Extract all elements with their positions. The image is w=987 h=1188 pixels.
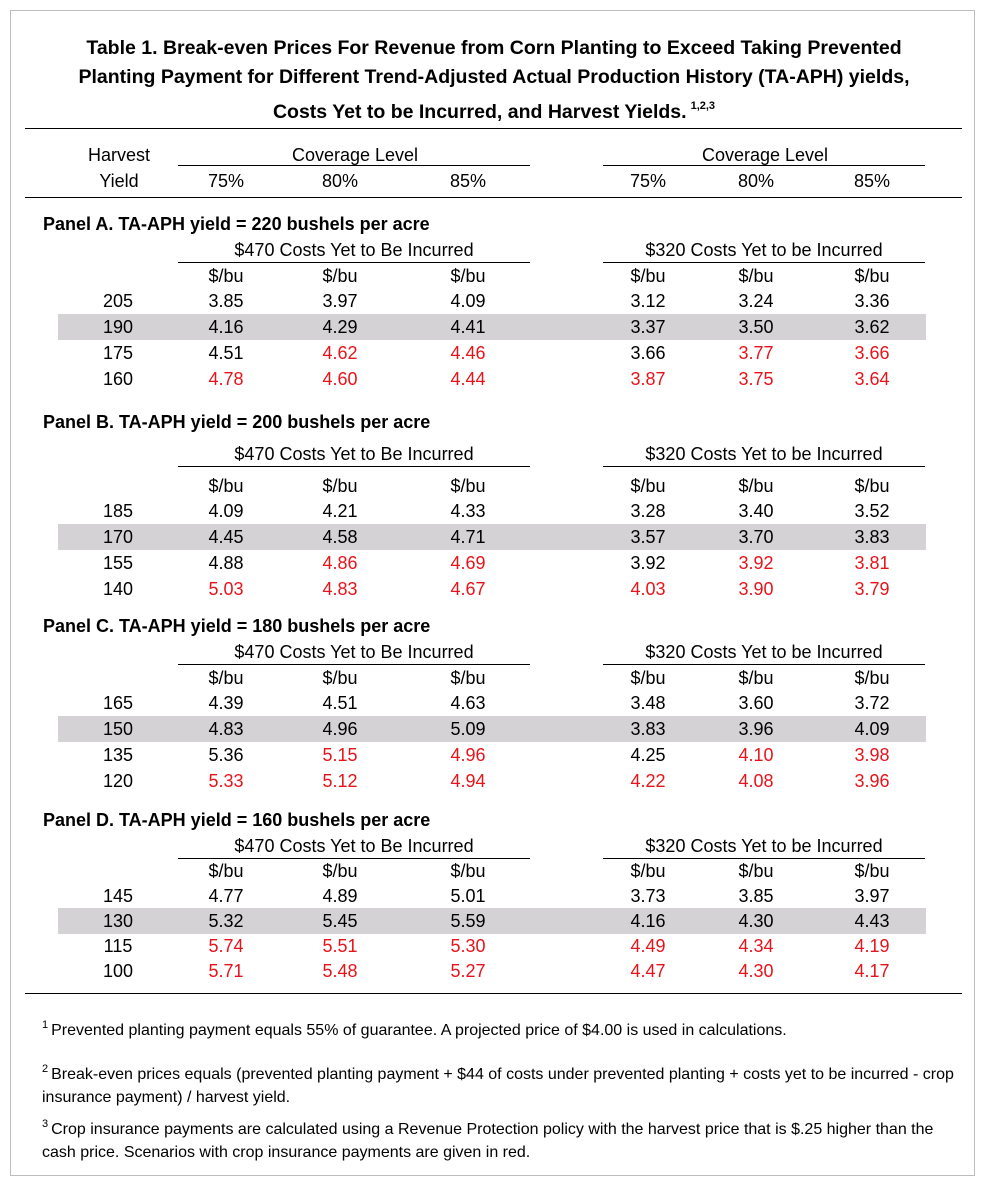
panel-c-price-320: 3.96 (854, 771, 890, 791)
footnote-1-number: 1 (42, 1019, 49, 1031)
panel-d-price-470: 4.89 (322, 886, 358, 906)
panel-b-cost-rule-right (603, 466, 925, 467)
level-85-left: 85% (449, 171, 487, 191)
panel-d-harvest-yield: 145 (102, 886, 134, 906)
panel-b-price-470: 4.67 (450, 579, 486, 599)
level-75-right: 75% (629, 171, 667, 191)
panel-b-price-320: 3.52 (854, 501, 890, 521)
panel-c-price-470: 4.94 (450, 771, 486, 791)
panel-d-price-470: 5.45 (322, 911, 358, 931)
panel-a-price-470: 4.78 (208, 369, 244, 389)
coverage-level-right: Coverage Level (701, 145, 829, 165)
panel-a-unit-left-0: $/bu (208, 266, 244, 286)
panel-a-price-320: 3.87 (630, 369, 666, 389)
panel-a-price-470: 4.44 (450, 369, 486, 389)
footnote-1-text: Prevented planting payment equals 55% of guarantee. A projected price of $4.00 is used in calculations. (51, 1022, 787, 1039)
panel-b-price-320: 3.57 (630, 527, 666, 547)
panel-a-price-320: 3.66 (630, 343, 666, 363)
panel-a-price-320: 3.62 (854, 317, 890, 337)
level-80-left: 80% (321, 171, 359, 191)
panel-c-cost-rule-left (178, 664, 530, 665)
panel-b-price-470: 4.71 (450, 527, 486, 547)
panel-d-price-470: 5.32 (208, 911, 244, 931)
panel-d-price-320: 3.97 (854, 886, 890, 906)
panel-a-unit-left-2: $/bu (450, 266, 486, 286)
panel-c-price-320: 4.10 (738, 745, 774, 765)
panel-c-price-320: 3.60 (738, 693, 774, 713)
harvest-label: Harvest (87, 145, 151, 165)
title-line-3 (24, 92, 964, 127)
panel-a-title: Panel A. TA-APH yield = 220 bushels per acre (43, 214, 430, 234)
panel-c-title: Panel C. TA-APH yield = 180 bushels per acre (43, 616, 431, 636)
panel-d-price-470: 5.59 (450, 911, 486, 931)
panel-a-price-470: 4.60 (322, 369, 358, 389)
panel-b-harvest-yield: 185 (102, 501, 134, 521)
table-frame (10, 10, 975, 1176)
footnote-3-number: 3 (42, 1118, 49, 1130)
panel-b-price-470: 4.33 (450, 501, 486, 521)
panel-c-cost-320-label: $320 Costs Yet to be Incurred (645, 642, 883, 662)
panel-b-price-470: 4.09 (208, 501, 244, 521)
panel-d-price-320: 4.16 (630, 911, 666, 931)
panel-c-price-320: 4.22 (630, 771, 666, 791)
panel-c-harvest-yield: 120 (102, 771, 134, 791)
panel-a-price-320: 3.66 (854, 343, 890, 363)
panel-d-price-320: 4.17 (854, 961, 890, 981)
panel-c-unit-left-2: $/bu (450, 668, 486, 688)
panel-d-price-470: 5.74 (208, 936, 244, 956)
panel-b-unit-left-2: $/bu (450, 476, 486, 496)
panel-b-unit-right-2: $/bu (854, 476, 890, 496)
panel-c-price-470: 5.15 (322, 745, 358, 765)
panel-d-price-470: 5.30 (450, 936, 486, 956)
panel-c-price-470: 5.36 (208, 745, 244, 765)
panel-d-harvest-yield: 130 (102, 911, 134, 931)
panel-b-price-320: 3.70 (738, 527, 774, 547)
panel-c-price-470: 4.83 (208, 719, 244, 739)
panel-c-price-470: 4.51 (322, 693, 358, 713)
level-80-right: 80% (737, 171, 775, 191)
panel-d-cost-rule-left (178, 858, 530, 859)
panel-b-price-470: 4.88 (208, 553, 244, 573)
panel-d-unit-right-2: $/bu (854, 861, 890, 881)
panel-c-cost-470-label: $470 Costs Yet to Be Incurred (234, 642, 474, 662)
title-line-3-text: Costs Yet to be Incurred, and Harvest Yields. (272, 101, 687, 123)
panel-c-price-470: 5.09 (450, 719, 486, 739)
panel-a-price-470: 4.41 (450, 317, 486, 337)
panel-c-price-320: 3.98 (854, 745, 890, 765)
panel-c-price-470: 4.96 (322, 719, 358, 739)
panel-a-price-320: 3.37 (630, 317, 666, 337)
panel-b-title: Panel B. TA-APH yield = 200 bushels per acre (43, 412, 431, 432)
panel-a-price-320: 3.77 (738, 343, 774, 363)
panel-d-price-470: 5.71 (208, 961, 244, 981)
panel-d-harvest-yield: 115 (103, 936, 133, 956)
panel-d-price-470: 5.01 (450, 886, 486, 906)
panel-a-price-320: 3.50 (738, 317, 774, 337)
panel-a-unit-left-1: $/bu (322, 266, 358, 286)
panel-d-price-320: 4.19 (854, 936, 890, 956)
panel-d-unit-right-0: $/bu (630, 861, 666, 881)
panel-d-cost-320-label: $320 Costs Yet to be Incurred (645, 836, 883, 856)
panel-b-price-470: 4.21 (322, 501, 358, 521)
panel-b-price-470: 4.83 (322, 579, 358, 599)
footnote-2 (42, 1058, 957, 1109)
panel-b-price-320: 3.79 (854, 579, 890, 599)
panel-a-cost-rule-right (603, 262, 925, 263)
panel-b-unit-left-0: $/bu (208, 476, 244, 496)
panel-d-price-470: 5.27 (450, 961, 486, 981)
panel-d-unit-left-1: $/bu (322, 861, 358, 881)
panel-c-price-320: 3.72 (854, 693, 890, 713)
title-line-2: Planting Payment for Different Trend-Adjusted Actual Production History (TA-APH) yields, (78, 66, 910, 88)
panel-a-cost-470-label: $470 Costs Yet to Be Incurred (234, 240, 474, 260)
panel-d-price-320: 3.73 (630, 886, 666, 906)
panel-b-price-470: 4.45 (208, 527, 244, 547)
panel-c-price-320: 3.96 (738, 719, 774, 739)
panel-d-unit-left-0: $/bu (208, 861, 244, 881)
panel-d-cost-470-label: $470 Costs Yet to Be Incurred (234, 836, 474, 856)
panel-c-price-320: 4.08 (738, 771, 774, 791)
panel-c-cost-rule-right (603, 664, 925, 665)
panel-d-price-320: 3.85 (738, 886, 774, 906)
panel-d-harvest-yield: 100 (102, 961, 134, 981)
panel-a-price-320: 3.36 (854, 291, 890, 311)
panel-c-harvest-yield: 165 (102, 693, 134, 713)
coverage-rule-right (603, 165, 925, 166)
panel-a-harvest-yield: 160 (102, 369, 134, 389)
panel-a-price-470: 4.29 (322, 317, 358, 337)
panel-b-price-320: 3.92 (630, 553, 666, 573)
panel-a-harvest-yield: 175 (102, 343, 134, 363)
level-75-left: 75% (207, 171, 245, 191)
footnote-1 (42, 1014, 957, 1042)
panel-a-cost-320-label: $320 Costs Yet to be Incurred (645, 240, 883, 260)
panel-b-price-320: 3.83 (854, 527, 890, 547)
footnote-2-text: Break-even prices equals (prevented planting payment + $44 of costs under prevented planting + costs yet to be incurred - crop insurance payment) / harvest yield. (42, 1066, 954, 1106)
panel-b-price-320: 3.92 (738, 553, 774, 573)
panel-a-harvest-yield: 190 (102, 317, 134, 337)
panel-b-harvest-yield: 170 (102, 527, 134, 547)
panel-b-cost-470-label: $470 Costs Yet to Be Incurred (234, 444, 474, 464)
title-footnote-refs: 1,2,3 (690, 100, 716, 112)
panel-d-shaded-row (58, 908, 926, 934)
table-title (24, 34, 964, 127)
panel-c-price-320: 4.09 (854, 719, 890, 739)
panel-a-price-470: 4.09 (450, 291, 486, 311)
panel-a-price-470: 3.97 (322, 291, 358, 311)
panel-a-price-470: 4.62 (322, 343, 358, 363)
panel-d-price-320: 4.30 (738, 911, 774, 931)
panel-c-harvest-yield: 150 (102, 719, 134, 739)
panel-c-price-320: 3.48 (630, 693, 666, 713)
panel-a-harvest-yield: 205 (102, 291, 134, 311)
panel-b-price-320: 3.28 (630, 501, 666, 521)
panel-c-unit-right-0: $/bu (630, 668, 666, 688)
panel-a-unit-right-1: $/bu (738, 266, 774, 286)
panel-b-price-470: 4.86 (322, 553, 358, 573)
panel-c-shaded-row (58, 716, 926, 742)
panel-a-price-470: 3.85 (208, 291, 244, 311)
header-rule (25, 197, 962, 198)
panel-c-price-470: 4.96 (450, 745, 486, 765)
panel-a-cost-rule-left (178, 262, 530, 263)
panel-d-price-320: 4.34 (738, 936, 774, 956)
panel-b-price-470: 5.03 (208, 579, 244, 599)
panel-a-price-320: 3.64 (854, 369, 890, 389)
top-rule (25, 128, 962, 129)
bottom-rule (25, 993, 962, 994)
panel-b-unit-right-1: $/bu (738, 476, 774, 496)
panel-d-cost-rule-right (603, 858, 925, 859)
panel-a-unit-right-0: $/bu (630, 266, 666, 286)
panel-c-price-320: 4.25 (630, 745, 666, 765)
footnote-3 (42, 1113, 957, 1164)
panel-d-unit-left-2: $/bu (450, 861, 486, 881)
coverage-rule-left (178, 165, 530, 166)
panel-b-unit-right-0: $/bu (630, 476, 666, 496)
panel-b-price-470: 4.58 (322, 527, 358, 547)
panel-a-price-320: 3.24 (738, 291, 774, 311)
panel-c-price-470: 5.33 (208, 771, 244, 791)
coverage-level-left: Coverage Level (291, 145, 419, 165)
footnote-2-number: 2 (42, 1063, 49, 1075)
panel-b-cost-rule-left (178, 466, 530, 467)
panel-b-harvest-yield: 140 (102, 579, 134, 599)
panel-d-unit-right-1: $/bu (738, 861, 774, 881)
panel-c-price-470: 5.12 (322, 771, 358, 791)
panel-a-unit-right-2: $/bu (854, 266, 890, 286)
panel-b-price-320: 3.81 (854, 553, 890, 573)
footnote-3-text: Crop insurance payments are calculated using a Revenue Protection policy with the harvest price that is $.25 higher than the cash price. Scenarios with crop insurance payments are given in red. (42, 1121, 934, 1161)
title-line-1: Table 1. Break-even Prices For Revenue from Corn Planting to Exceed Taking Prevented (86, 37, 902, 59)
panel-d-price-320: 4.43 (854, 911, 890, 931)
panel-c-price-320: 3.83 (630, 719, 666, 739)
panel-c-unit-right-2: $/bu (854, 668, 890, 688)
panel-a-price-320: 3.75 (738, 369, 774, 389)
panel-d-price-470: 4.77 (208, 886, 244, 906)
panel-c-unit-right-1: $/bu (738, 668, 774, 688)
panel-a-price-470: 4.46 (450, 343, 486, 363)
panel-a-price-320: 3.12 (630, 291, 666, 311)
panel-b-price-320: 3.40 (738, 501, 774, 521)
panel-b-cost-320-label: $320 Costs Yet to be Incurred (645, 444, 883, 464)
panel-c-price-470: 4.63 (450, 693, 486, 713)
panel-c-unit-left-1: $/bu (322, 668, 358, 688)
panel-b-unit-left-1: $/bu (322, 476, 358, 496)
panel-b-price-320: 3.90 (738, 579, 774, 599)
panel-a-price-470: 4.16 (208, 317, 244, 337)
panel-b-price-470: 4.69 (450, 553, 486, 573)
panel-c-harvest-yield: 135 (102, 745, 134, 765)
panel-d-price-470: 5.51 (322, 936, 358, 956)
panel-b-price-320: 4.03 (630, 579, 666, 599)
panel-b-shaded-row (58, 524, 926, 550)
panel-d-price-320: 4.30 (738, 961, 774, 981)
panel-d-price-320: 4.47 (630, 961, 666, 981)
panel-a-price-470: 4.51 (208, 343, 244, 363)
panel-c-unit-left-0: $/bu (208, 668, 244, 688)
panel-d-price-470: 5.48 (322, 961, 358, 981)
yield-label: Yield (99, 171, 139, 191)
panel-b-harvest-yield: 155 (102, 553, 134, 573)
panel-d-price-320: 4.49 (630, 936, 666, 956)
panel-a-shaded-row (58, 314, 926, 340)
level-85-right: 85% (853, 171, 891, 191)
panel-c-price-470: 4.39 (208, 693, 244, 713)
panel-d-title: Panel D. TA-APH yield = 160 bushels per acre (43, 810, 431, 830)
